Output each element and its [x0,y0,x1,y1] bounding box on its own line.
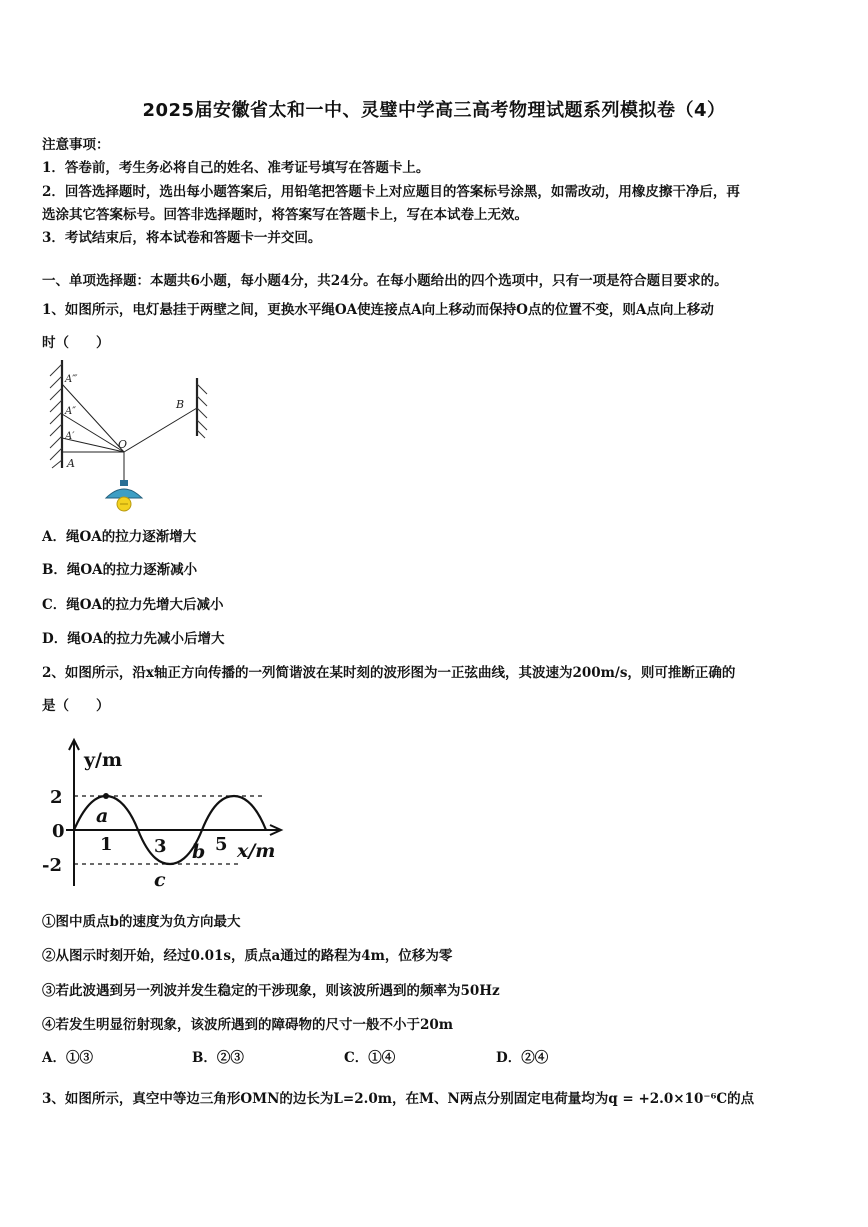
q2-statement-3: ③若此波遇到另一列波并发生稳定的干涉现象，则该波所遇到的频率为50Hz [42,983,500,999]
q1-option-b: B．绳OA的拉力逐渐减小 [42,562,198,578]
section-heading: 一、单项选择题：本题共6小题，每小题4分，共24分。在每小题给出的四个选项中，只有一项是符合题目要求的。 [42,273,728,289]
q2-stem-cont: 是（ ） [42,698,110,714]
point-a [103,793,109,799]
page-title: 2025届安徽省太和一中、灵璧中学高三高考物理试题系列模拟卷（4） [142,100,726,121]
notice-item-2: 2．回答选择题时，选出每小题答案后，用铅笔把答题卡上对应题目的答案标号涂黑，如需改动，用橡皮擦干净后，再 [42,184,740,200]
q1-option-d: D．绳OA的拉力先减小后增大 [42,631,225,647]
q1-option-c: C．绳OA的拉力先增大后减小 [42,597,224,613]
notice-item-2-cont: 选涂其它答案标号。回答非选择题时，将答案写在答题卡上，写在本试卷上无效。 [42,207,528,223]
y-tick-neg2: -2 [42,855,62,876]
q2-statement-4: ④若发生明显衍射现象，该波所遇到的障碍物的尺寸一般不小于20m [42,1017,454,1033]
q2-option-c: C．①④ [344,1050,396,1066]
q2-statement-2: ②从图示时刻开始，经过0.01s，质点a通过的路程为4m，位移为零 [42,948,453,964]
y-tick-2: 2 [50,787,63,808]
label-a: A [67,457,75,470]
x-tick-5: 5 [215,834,228,855]
label-b: B [176,398,185,411]
q2-option-b: B．②③ [192,1050,244,1066]
q1-stem: 1、如图所示，电灯悬挂于两壁之间，更换水平绳OA使连接点A向上移动而保持O点的位置不变，则A点向上移动 [42,302,714,318]
q1-stem-cont: 时（ ） [42,335,110,351]
x-tick-3: 3 [154,836,167,857]
notice-item-3: 3．考试结束后，将本试卷和答题卡一并交回。 [42,230,322,246]
right-wall [197,378,207,438]
q2-option-a: A．①③ [42,1050,93,1066]
x-axis-label: x/m [237,840,276,862]
label-o: O [118,438,128,451]
label-point-b: b [192,841,206,863]
label-point-c: c [154,869,166,891]
q2-stem: 2、如图所示，沿x轴正方向传播的一列简谐波在某时刻的波形图为一正弦曲线，其波速为200m/s，则可推断正确的 [42,665,736,681]
q1-lamp-diagram [40,356,220,516]
notice-heading: 注意事项： [42,137,110,153]
q1-option-a: A．绳OA的拉力逐渐增大 [42,529,197,545]
label-a-triple: A‴ [65,374,78,385]
x-tick-1: 1 [100,834,113,855]
y-tick-0: 0 [52,821,65,842]
q2-wave-graph [40,736,290,896]
label-point-a: a [96,805,109,827]
q2-option-d: D．②④ [496,1050,549,1066]
left-wall [50,360,62,468]
notice-item-1: 1．答卷前，考生务必将自己的姓名、准考证号填写在答题卡上。 [42,160,430,176]
label-a-double: A″ [65,406,76,417]
label-a-single: A′ [65,431,75,442]
q3-stem: 3、如图所示，真空中等边三角形OMN的边长为L=2.0m，在M、N两点分别固定电荷量均为q = +2.0×10⁻⁶C的点 [42,1091,755,1107]
y-axis-label: y/m [84,749,123,771]
lamp-icon [106,480,142,511]
q2-statement-1: ①图中质点b的速度为负方向最大 [42,914,241,930]
